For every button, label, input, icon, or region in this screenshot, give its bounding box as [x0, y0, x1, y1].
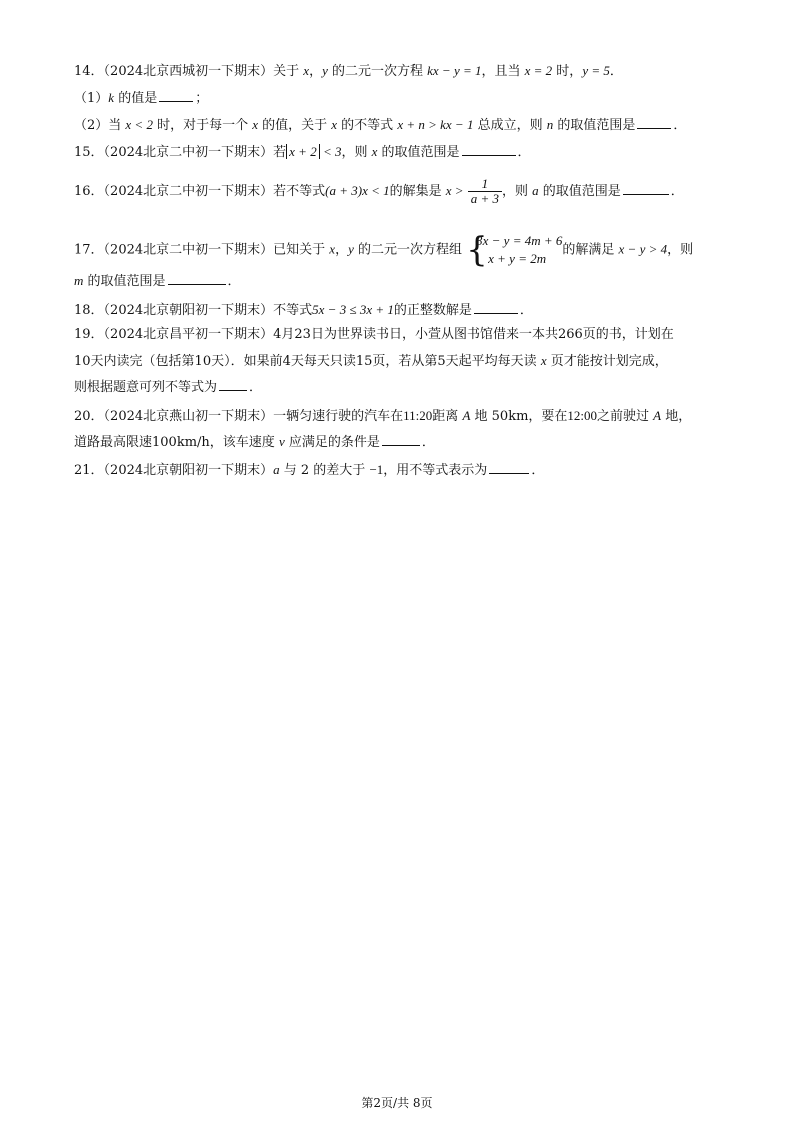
- answer-blank[interactable]: [462, 143, 516, 156]
- question-19-line-3: 则根据题意可列不等式为 ．: [74, 380, 263, 395]
- page-footer: 第2页/共 8页: [361, 1096, 433, 1110]
- q-source: （2024北京昌平初一下期末）: [103, 327, 274, 342]
- q-number: 18．: [74, 303, 104, 318]
- q-source: （2024北京二中初一下期末）: [103, 145, 274, 160]
- answer-blank[interactable]: [489, 461, 529, 474]
- equation-system: { 3x − y = 4m + 6 x + y = 2m: [466, 230, 563, 270]
- answer-blank[interactable]: [637, 116, 671, 129]
- question-18: 18．（2024北京朝阳初一下期末）不等式5x − 3 ≤ 3x + 1的正整数解是 ．: [74, 302, 533, 318]
- q-number: 17．: [74, 242, 104, 258]
- question-17-line-2: m 的取值范围是 ．: [74, 273, 241, 289]
- equation: kx − y = 1: [427, 63, 482, 78]
- answer-blank[interactable]: [219, 378, 247, 391]
- q-source: （2024北京燕山初一下期末）: [103, 409, 274, 424]
- q-number: 15．: [74, 145, 104, 160]
- question-20: 20．（2024北京燕山初一下期末）一辆匀速行驶的汽车在11:20距离 A 地 50km，要在12:00之前驶过 A 地，: [74, 408, 692, 424]
- q-number: 20．: [74, 409, 104, 424]
- question-14-part-1: （1）k 的值是 ；: [74, 90, 209, 106]
- question-21: 21．（2024北京朝阳初一下期末）a 与 2 的差大于 −1，用不等式表示为 ．: [74, 462, 545, 478]
- question-16: 16．（2024北京二中初一下期末）若不等式(a + 3)x < 1的解集是 x > $\frac{1}{a + 3}$ ，则 a 的取值范围是 ．: [74, 176, 684, 206]
- question-14-part-2: （2）当 x < 2 时，对于每一个 x 的值，关于 x 的不等式 x + n > kx − 1 总成立，则 n 的取值范围是 ．: [74, 117, 687, 133]
- answer-blank[interactable]: [159, 89, 193, 102]
- q-source: （2024北京二中初一下期末）: [103, 242, 274, 258]
- question-19: 19．（2024北京昌平初一下期末）4月23日为世界读书日，小萱从图书馆借来一本共266页的书，计划在: [74, 327, 674, 342]
- question-17: 17．（2024北京二中初一下期末）已知关于 x，y 的二元一次方程组 { 3x − y = 4m + 6 x + y = 2m 的解满足 x − y > 4，则: [74, 230, 694, 270]
- answer-blank[interactable]: [168, 272, 226, 285]
- question-19-line-2: 10天内读完（包括第10天）．如果前4天每天只读15页，若从第5天起平均每天读 x 页才能按计划完成，: [74, 353, 668, 369]
- answer-blank[interactable]: [474, 301, 518, 314]
- q-source: （2024北京西城初一下期末）: [103, 64, 274, 79]
- answer-blank[interactable]: [382, 433, 420, 446]
- q-number: 21．: [74, 463, 104, 478]
- q-number: 14．: [74, 64, 104, 79]
- q-source: （2024北京二中初一下期末）: [103, 184, 274, 199]
- question-15: 15．（2024北京二中初一下期末）若 x + 2 < 3，则 x 的取值范围是 ．: [74, 144, 531, 160]
- brace-icon: {: [466, 230, 488, 270]
- question-20-line-2: 道路最高限速100km/h，该车速度 v 应满足的条件是 ．: [74, 434, 435, 450]
- q-source: （2024北京朝阳初一下期末）: [103, 303, 274, 318]
- q-source: （2024北京朝阳初一下期末）: [103, 463, 274, 478]
- q-number: 19．: [74, 327, 104, 342]
- fraction: $\frac{1}{a + 3}$: [468, 177, 502, 206]
- question-14: 14．（2024北京西城初一下期末）关于 x，y 的二元一次方程 kx − y = 1，且当 x = 2 时，y = 5．: [74, 63, 623, 79]
- q-number: 16．: [74, 184, 104, 199]
- answer-blank[interactable]: [623, 182, 669, 195]
